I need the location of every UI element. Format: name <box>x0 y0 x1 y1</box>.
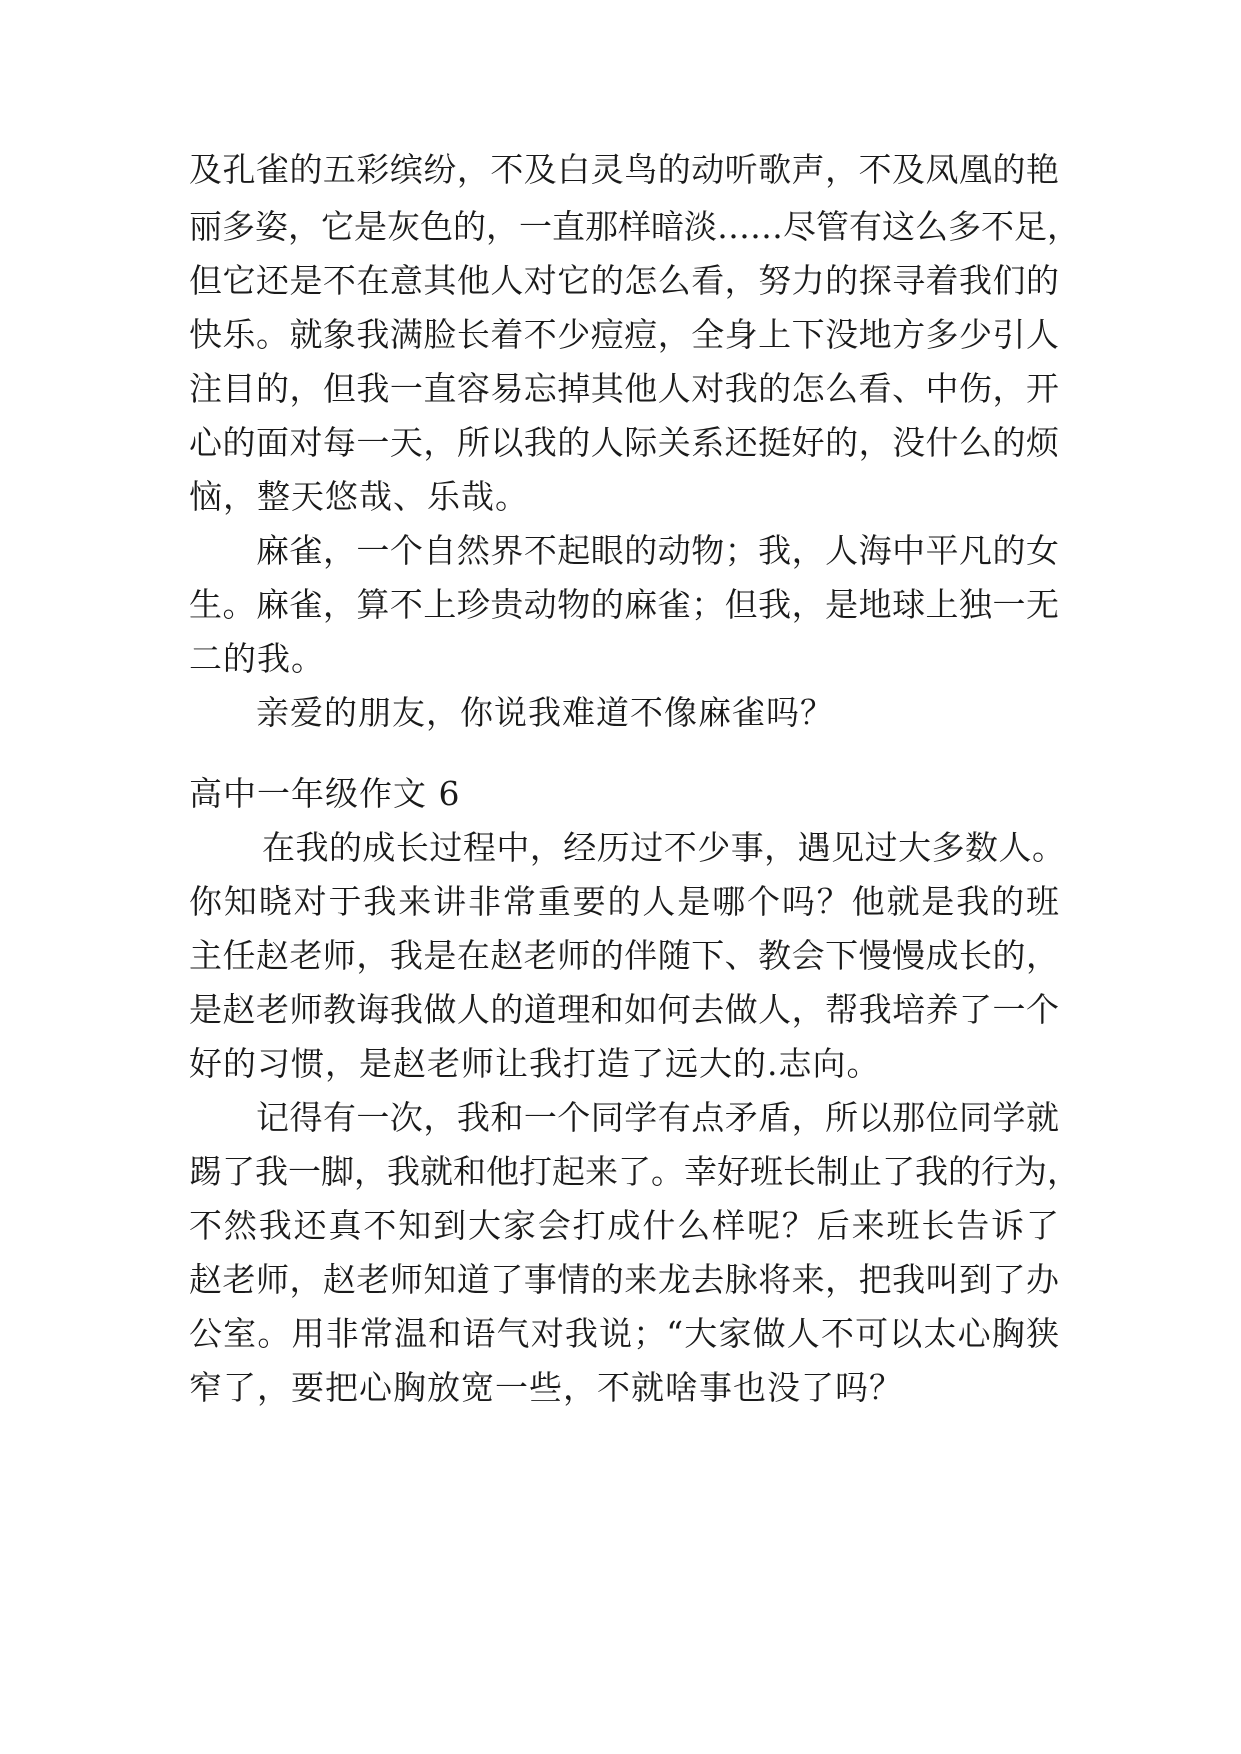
text-line: 丽多姿，它是灰色的，一直那样暗淡……尽管有这么多不足， <box>189 207 1080 246</box>
text-line: 窄了，要把心胸放宽一些，不就啥事也没了吗？ <box>189 1368 903 1407</box>
text-line: 麻雀，一个自然界不起眼的动物；我，人海中平凡的女 <box>256 531 1059 570</box>
section-heading: 高中一年级作文 6 <box>189 774 461 813</box>
text-line: 在我的成长过程中，经历过不少事，遇见过大多数人。 <box>262 828 1065 867</box>
text-line: 但它还是不在意其他人对它的怎么看，努力的探寻着我们的 <box>189 261 1059 300</box>
text-line: 心的面对每一天，所以我的人际关系还挺好的，没什么的烦 <box>189 423 1059 462</box>
text-line: 生。麻雀，算不上珍贵动物的麻雀；但我，是地球上独一无 <box>189 585 1059 624</box>
text-line: 快乐。就象我满脸长着不少痘痘，全身上下没地方多少引人 <box>189 315 1059 354</box>
text-line: 是赵老师教诲我做人的道理和如何去做人，帮我培养了一个 <box>189 990 1059 1029</box>
text-line: 二的我。 <box>189 639 325 678</box>
text-line: 主任赵老师，我是在赵老师的伴随下、教会下慢慢成长的， <box>189 936 1059 975</box>
text-line: 恼，整天悠哉、乐哉。 <box>189 477 529 516</box>
text-line: 踢了我一脚，我就和他打起来了。幸好班长制止了我的行为， <box>189 1152 1080 1191</box>
text-line: 注目的，但我一直容易忘掉其他人对我的怎么看、中伤，开 <box>189 369 1059 408</box>
text-line: 你知晓对于我来讲非常重要的人是哪个吗？他就是我的班 <box>189 882 1059 921</box>
text-line: 及孔雀的五彩缤纷，不及白灵鸟的动听歌声，不及凤凰的艳 <box>189 150 1059 189</box>
text-line: 好的习惯，是赵老师让我打造了远大的.志向。 <box>189 1044 881 1083</box>
text-line: 公室。用非常温和语气对我说；“大家做人不可以太心胸狭 <box>189 1314 1059 1353</box>
text-line: 赵老师，赵老师知道了事情的来龙去脉将来，把我叫到了办 <box>189 1260 1059 1299</box>
text-line: 记得有一次，我和一个同学有点矛盾，所以那位同学就 <box>256 1098 1059 1137</box>
text-line: 不然我还真不知到大家会打成什么样呢？后来班长告诉了 <box>189 1206 1059 1245</box>
text-line: 亲爱的朋友，你说我难道不像麻雀吗？ <box>256 693 834 732</box>
